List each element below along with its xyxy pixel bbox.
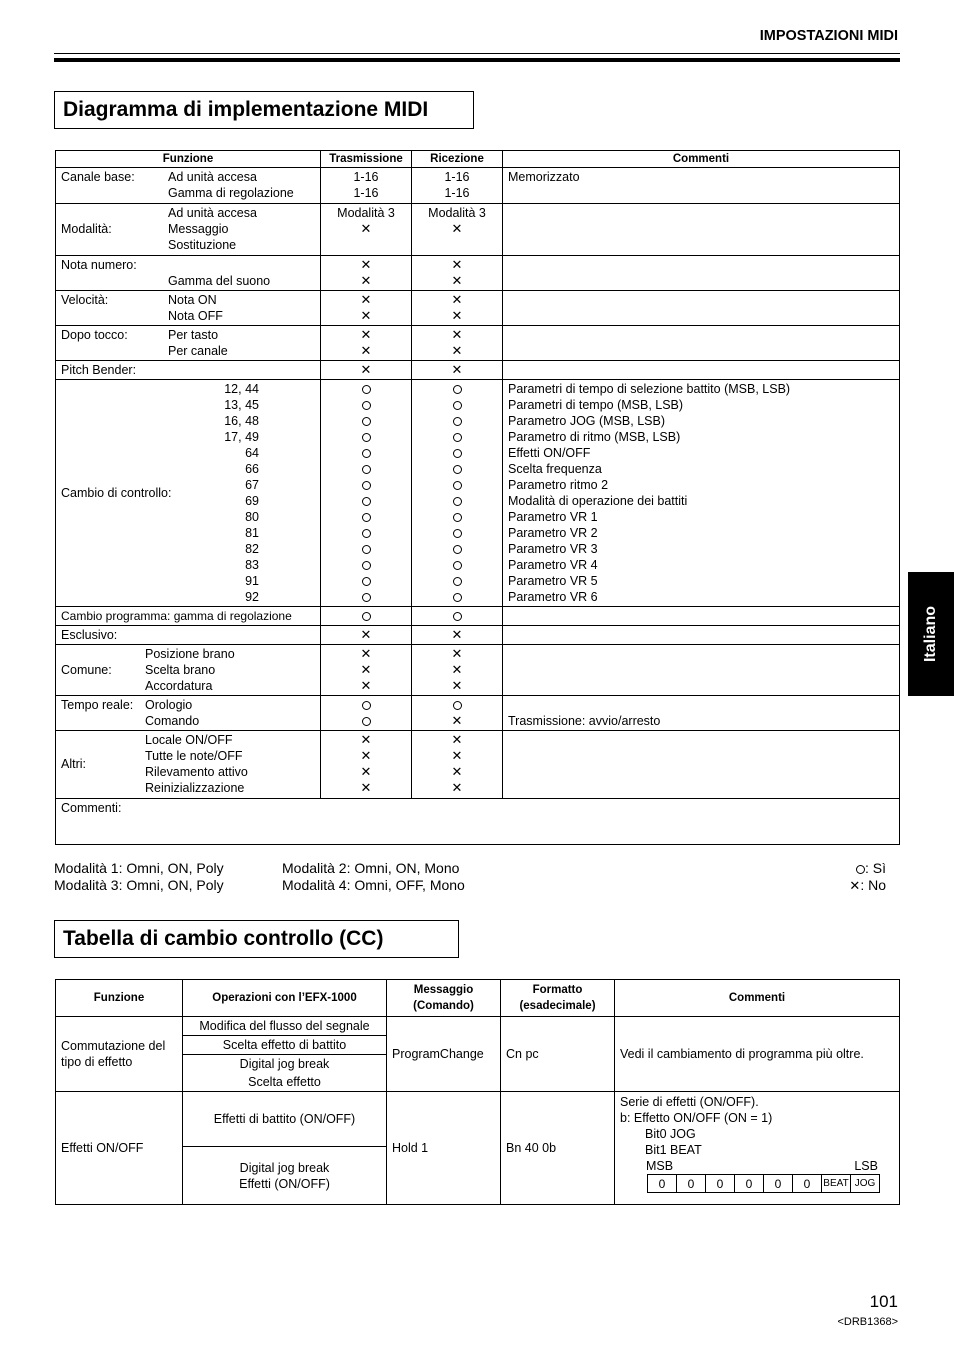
row-sub: Ad unità accesa [168,170,257,184]
cc-comment: Parametro JOG (MSB, LSB) [508,414,665,428]
cc-operation-l2: Effetti (ON/OFF) [239,1176,330,1191]
bit-cell: 0 [677,1175,706,1193]
legend-yes: : Sì [864,860,886,876]
x-mark-icon: ✕ [451,327,463,342]
circle-mark-icon [453,545,462,554]
cc-comment: Parametro VR 5 [508,574,598,588]
cc-comment: Scelta frequenza [508,462,602,476]
comment-cell [503,326,900,361]
cc-operation-l1: Digital jog break [239,1160,330,1175]
row-sub: Posizione brano [145,647,235,661]
circle-mark-icon [362,513,371,522]
cc-mark-row [417,509,497,525]
circle-mark-icon [453,577,462,586]
x-mark-icon: ✕ [451,732,463,747]
row-sub: Comando [145,714,200,728]
row-label: Canale base: [61,170,135,184]
circle-mark-icon [453,385,462,394]
cc-mark-row [417,541,497,557]
midi-chart-title: Diagramma di implementazione MIDI [54,91,474,129]
cc-mark-row [417,525,497,541]
header-rule-thick [54,58,900,62]
row-label: Velocità: [61,293,109,307]
cc-mark-row [417,429,497,445]
x-mark-icon: ✕ [451,343,463,358]
table-row [56,326,900,361]
cc-funzione: Effetti ON/OFF [56,1092,183,1205]
row-sub: Ad unità accesa [168,206,257,220]
comment-line: b: Effetto ON/OFF (ON = 1) [620,1111,773,1125]
x-mark-icon: ✕ [849,878,861,893]
circle-mark-icon [453,593,462,602]
table-row [56,1017,900,1036]
cc-comment: Parametro ritmo 2 [508,478,609,492]
cc-table-title: Tabella di cambio controllo (CC) [54,920,459,958]
row-label: Commenti: [56,799,900,845]
circle-mark-icon [362,401,371,410]
cc-operation: Digital jog break [183,1055,387,1074]
language-tab-label: Italiano [922,605,940,663]
msb-label: MSB [646,1159,674,1173]
section-header: IMPOSTAZIONI MIDI [759,28,898,44]
cc-mark-row [417,461,497,477]
table-row [56,168,900,204]
comment-text: Trasmissione: avvio/arresto [508,714,661,728]
row-label: Dopo tocco: [61,328,128,342]
x-mark-icon: ✕ [451,273,463,288]
cc-number: 67 [245,478,259,492]
table-row [56,607,900,626]
col-ricezione: Ricezione [412,151,503,168]
bit-row [648,1175,880,1193]
x-mark-icon: ✕ [360,780,372,795]
x-mark-icon: ✕ [451,764,463,779]
cc-mark-row [326,477,406,493]
table-row [56,291,900,326]
cc-number: 13, 45 [224,398,259,412]
legend-mode-4: Modalità 4: Omni, OFF, Mono [282,877,465,893]
col-formato-l2: (esadecimale) [519,1000,596,1012]
cc-number: 82 [245,542,259,556]
cc-comment: Parametro VR 2 [508,526,598,540]
comment-cell [503,645,900,696]
table-row [56,731,900,799]
cc-operation: Effetti di battito (ON/OFF) [183,1092,387,1147]
circle-mark-icon [453,612,462,621]
circle-mark-icon [453,701,462,710]
row-sub: Messaggio [168,222,229,236]
cc-mark-row [326,525,406,541]
table-header-row [56,980,900,1017]
table-row [56,645,900,696]
comment-cell [503,696,900,731]
x-mark-icon: ✕ [451,678,463,693]
cc-mark-row [417,413,497,429]
cc-number: 66 [245,462,259,476]
x-mark-icon: ✕ [360,627,372,642]
comment-line: Serie di effetti (ON/OFF). [620,1095,759,1109]
row-sub: Per tasto [168,328,219,342]
rx-value: 1-16 [444,186,470,200]
circle-mark-icon [453,513,462,522]
table-row [56,1092,900,1147]
circle-mark-icon [362,612,371,621]
table-row [56,256,900,291]
bit-cell: 0 [735,1175,764,1193]
header-rule-thin [54,53,900,54]
midi-implementation-table [55,150,900,845]
x-mark-icon: ✕ [451,662,463,677]
tx-value: 1-16 [353,170,379,184]
circle-mark-icon [453,449,462,458]
row-sub: Per canale [168,344,228,358]
cc-mark-row [417,589,497,605]
row-label: Comune: [61,663,112,677]
circle-mark-icon [362,497,371,506]
bit-cell: JOG [851,1175,880,1193]
cc-commento [615,1092,900,1205]
cc-mark-row [417,397,497,413]
comment-cell [503,731,900,799]
bit-cell: 0 [764,1175,793,1193]
x-mark-icon: ✕ [360,221,372,236]
x-mark-icon: ✕ [360,732,372,747]
x-mark-icon: ✕ [451,308,463,323]
cc-number: 80 [245,510,259,524]
cc-formato: Bn 40 0b [501,1092,615,1205]
circle-mark-icon [453,481,462,490]
comment-cell [503,204,900,256]
x-mark-icon: ✕ [451,221,463,236]
cc-mark-row [417,477,497,493]
circle-mark-icon [362,561,371,570]
col-messaggio-l1: Messaggio [413,984,474,996]
legend-mode-1: Modalità 1: Omni, ON, Poly [54,860,224,876]
cc-mark-row [417,493,497,509]
cc-number-list [201,381,259,605]
cc-number: 17, 49 [224,430,259,444]
circle-mark-icon [362,449,371,458]
cc-mark-row [326,461,406,477]
cc-messaggio: Hold 1 [387,1092,501,1205]
comment-line: Bit0 JOG [645,1127,696,1141]
bit-cell: 0 [793,1175,822,1193]
row-label: Modalità: [61,222,112,236]
cc-rx-marks [412,380,503,607]
row-sub: Orologio [145,698,193,712]
table-header-row [56,151,900,168]
cc-comment: Parametri di tempo di selezione battito (MSB, LSB) [508,382,791,396]
cc-operation: Modifica del flusso del segnale [183,1017,387,1036]
row-sub: Reinizializzazione [145,781,245,795]
table-row [56,696,900,731]
circle-mark-icon [453,497,462,506]
cc-funzione [56,1017,183,1092]
row-sub: Locale ON/OFF [145,733,233,747]
cc-commento: Vedi il cambiamento di programma più oltre. [615,1017,900,1092]
row-label: Cambio di controllo: [61,486,172,500]
circle-mark-icon [362,433,371,442]
x-mark-icon: ✕ [360,327,372,342]
row-sub: Sostituzione [168,238,237,252]
row-sub: Tutte le note/OFF [145,749,243,763]
col-operazioni: Operazioni con l’EFX-1000 [183,980,387,1017]
page-number: 101 [869,1292,898,1311]
bit-field [647,1174,880,1193]
cc-number: 16, 48 [224,414,259,428]
comment-cell [503,626,900,645]
x-mark-icon: ✕ [360,343,372,358]
comment-cell: Memorizzato [503,168,900,204]
col-funzione: Funzione [56,151,321,168]
cc-mark-row [326,557,406,573]
cc-mark-row [326,493,406,509]
circle-mark-icon [362,577,371,586]
row-label: Altri: [61,757,86,771]
bit-cell: BEAT [822,1175,851,1193]
legend-mode-2: Modalità 2: Omni, ON, Mono [282,860,460,876]
cc-table [55,979,900,1205]
circle-mark-icon [362,465,371,474]
circle-mark-icon [453,465,462,474]
x-mark-icon: ✕ [451,748,463,763]
cc-tx-marks [321,380,412,607]
doc-code: <DRB1368> [837,1316,898,1328]
cc-comment: Parametro di ritmo (MSB, LSB) [508,430,681,444]
legend-no: : No [860,877,886,893]
circle-mark-icon [362,529,371,538]
cc-number: 91 [245,574,259,588]
cc-mark-row [326,445,406,461]
row-sub: Scelta brano [145,663,216,677]
table-row [56,361,900,380]
tx-value: Modalità 3 [337,206,395,220]
col-commenti: Commenti [503,151,900,168]
cc-operation: Scelta effetto di battito [183,1036,387,1055]
cc-mark-row [417,557,497,573]
x-mark-icon: ✕ [360,292,372,307]
legend-mode-3: Modalità 3: Omni, ON, Poly [54,877,224,893]
circle-mark-icon [453,561,462,570]
x-mark-icon: ✕ [360,678,372,693]
circle-mark-icon [453,417,462,426]
cc-mark-row [326,573,406,589]
row-label: Nota numero: [61,258,137,272]
row-sub: Nota ON [168,293,217,307]
cc-formato: Cn pc [501,1017,615,1092]
cc-number: 69 [245,494,259,508]
row-sub: Gamma del suono [168,274,271,288]
bit-cell: 0 [706,1175,735,1193]
col-commenti: Commenti [615,980,900,1017]
language-tab [908,572,954,696]
cc-funzione-l2: tipo di effetto [61,1055,133,1069]
cc-operation: Scelta effetto [183,1073,387,1092]
cc-number: 81 [245,526,259,540]
circle-mark-icon [453,433,462,442]
cc-comment-list [503,380,900,607]
col-formato [501,980,615,1017]
cc-mark-row [417,573,497,589]
cc-mark-row [326,381,406,397]
comment-cell [503,607,900,626]
comment-cell [503,361,900,380]
x-mark-icon: ✕ [360,646,372,661]
table-row [56,380,900,607]
cc-mark-row [326,429,406,445]
row-sub: Nota OFF [168,309,223,323]
cc-messaggio: ProgramChange [387,1017,501,1092]
x-mark-icon: ✕ [451,713,463,728]
comment-line: Bit1 BEAT [645,1143,702,1157]
circle-mark-icon [453,401,462,410]
x-mark-icon: ✕ [360,362,372,377]
row-sub: Gamma di regolazione [168,186,294,200]
cc-mark-row [417,445,497,461]
table-row [56,799,900,845]
circle-mark-icon [453,529,462,538]
rx-value: 1-16 [444,170,470,184]
x-mark-icon: ✕ [451,780,463,795]
cc-mark-row [417,381,497,397]
cc-comment: Parametro VR 1 [508,510,598,524]
cc-mark-row [326,509,406,525]
circle-mark-icon [362,481,371,490]
x-mark-icon: ✕ [360,257,372,272]
cc-number: 12, 44 [224,382,259,396]
circle-mark-icon [362,385,371,394]
cc-comment: Parametro VR 3 [508,542,598,556]
row-label: Tempo reale: [61,698,134,712]
cc-comment: Modalità di operazione dei battiti [508,494,688,508]
rx-value: Modalità 3 [428,206,486,220]
cc-comment: Effetti ON/OFF [508,446,591,460]
table-row [56,204,900,256]
circle-mark-icon [362,545,371,554]
row-label: Esclusivo: [56,626,321,645]
circle-mark-icon [362,701,371,710]
cc-operation [183,1147,387,1205]
circle-mark-icon [856,865,865,874]
x-mark-icon: ✕ [360,273,372,288]
cc-comment: Parametro VR 4 [508,558,598,572]
col-trasmissione: Trasmissione [321,151,412,168]
x-mark-icon: ✕ [360,308,372,323]
x-mark-icon: ✕ [451,292,463,307]
x-mark-icon: ✕ [360,748,372,763]
row-sub: Accordatura [145,679,213,693]
col-formato-l1: Formatto [532,984,583,996]
cc-comment: Parametro VR 6 [508,590,598,604]
x-mark-icon: ✕ [451,627,463,642]
comment-cell [503,291,900,326]
cc-number: 92 [245,590,259,604]
comment-cell [503,256,900,291]
cc-number: 83 [245,558,259,572]
x-mark-icon: ✕ [451,646,463,661]
tx-value: 1-16 [353,186,379,200]
col-messaggio [387,980,501,1017]
cc-mark-row [326,413,406,429]
row-label: Cambio programma: gamma di regolazione [56,607,321,626]
x-mark-icon: ✕ [360,662,372,677]
cc-mark-row [326,397,406,413]
x-mark-icon: ✕ [451,257,463,272]
circle-mark-icon [362,717,371,726]
col-messaggio-l2: (Comando) [413,1000,474,1012]
row-label: Pitch Bender: [56,361,321,380]
circle-mark-icon [362,593,371,602]
cc-comment: Parametri di tempo (MSB, LSB) [508,398,684,412]
circle-mark-icon [362,417,371,426]
table-row [56,626,900,645]
cc-funzione-l1: Commutazione del [61,1039,166,1053]
cc-mark-row [326,589,406,605]
col-funzione: Funzione [56,980,183,1017]
lsb-label: LSB [854,1159,878,1173]
x-mark-icon: ✕ [451,362,463,377]
cc-number: 64 [245,446,259,460]
bit-cell: 0 [648,1175,677,1193]
cc-mark-row [326,541,406,557]
x-mark-icon: ✕ [360,764,372,779]
row-sub: Rilevamento attivo [145,765,248,779]
